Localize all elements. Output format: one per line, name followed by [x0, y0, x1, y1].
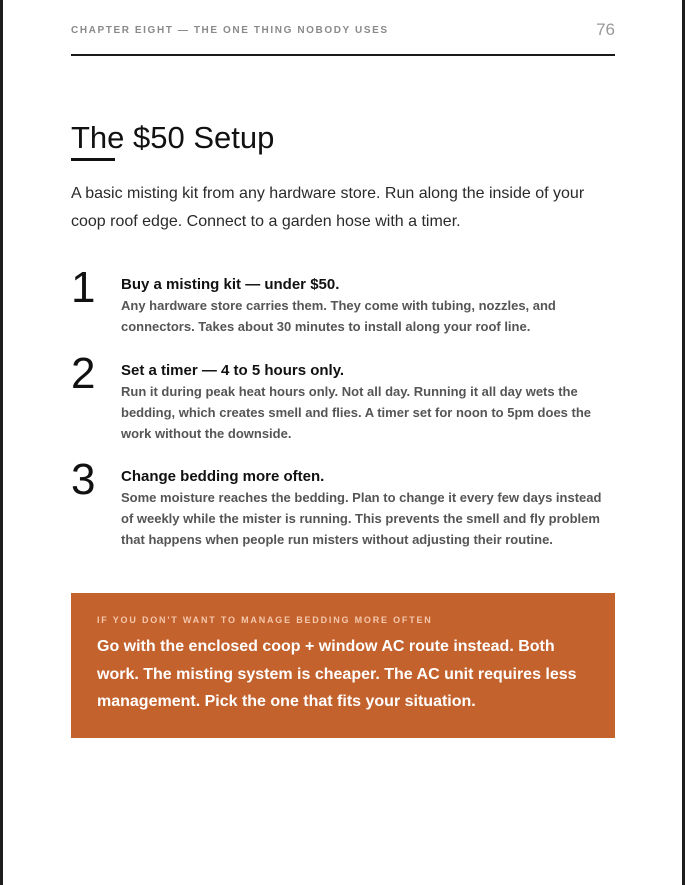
step-description: Any hardware store carries them. They come with tubing, nozzles, and connectors. Takes about 30 minutes to install along your roof line. — [121, 298, 556, 334]
document-page — [3, 0, 682, 885]
step-number: 1 — [71, 263, 96, 312]
step-body — [121, 468, 611, 550]
page-header — [71, 20, 615, 56]
callout-text: Go with the enclosed coop + window AC route instead. Both work. The misting system is cheaper. The AC unit requires less management. Pick the one that fits your situation. — [97, 638, 577, 710]
callout-label: IF YOU DON'T WANT TO MANAGE BEDDING MORE OFTEN — [97, 615, 433, 625]
step-title: Buy a misting kit — under $50. — [121, 276, 340, 293]
intro-paragraph: A basic misting kit from any hardware store. Run along the inside of your coop roof edge. Connect to a garden hose with a timer. — [71, 185, 585, 230]
step-body — [121, 362, 611, 444]
step-title: Change bedding more often. — [121, 468, 325, 485]
callout-box — [71, 593, 615, 738]
step-number: 2 — [71, 349, 96, 398]
chapter-title: CHAPTER EIGHT — THE ONE THING NOBODY USES — [71, 25, 389, 36]
step-body — [121, 276, 611, 337]
step-title: Set a timer — 4 to 5 hours only. — [121, 362, 345, 379]
step-description: Run it during peak heat hours only. Not all day. Running it all day wets the bedding, which creates smell and flies. A timer set for noon to 5pm does the work without the downside. — [121, 384, 592, 441]
section-title: The $50 Setup — [71, 120, 275, 155]
step-number: 3 — [71, 455, 96, 504]
page-number: 76 — [596, 20, 615, 39]
step-description: Some moisture reaches the bedding. Plan to change it every few days instead of weekly while the mister is running. This prevents the smell and fly problem that happens when people run misters without adjusting their routine. — [121, 490, 602, 547]
title-underline — [71, 158, 115, 161]
